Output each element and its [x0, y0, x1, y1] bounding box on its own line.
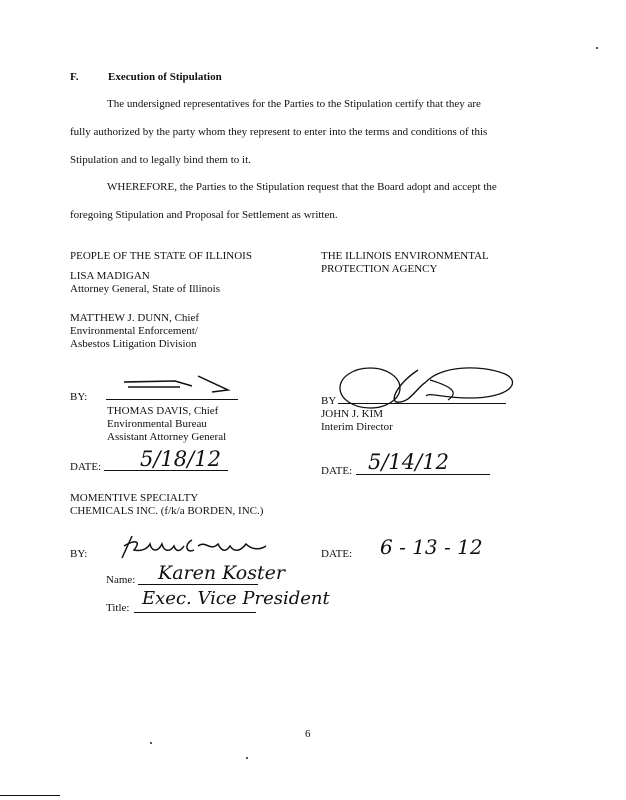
davis-name: THOMAS DAVIS, Chief	[107, 405, 219, 417]
left-date-label: DATE:	[70, 461, 102, 473]
right-party-heading-1: THE ILLINOIS ENVIRONMENTAL	[321, 250, 489, 262]
company-by-label: BY:	[70, 548, 88, 560]
right-by-label: BY	[321, 395, 337, 407]
kim-signature	[330, 362, 520, 412]
attorney-name: LISA MADIGAN	[70, 270, 150, 282]
left-signature-line	[106, 399, 238, 400]
wherefore-line-2: foregoing Stipulation and Proposal for Settlement as written.	[70, 209, 338, 221]
section-title: Execution of Stipulation	[108, 71, 222, 83]
scan-speck	[596, 47, 598, 49]
koster-signature	[114, 530, 274, 562]
right-party-heading-2: PROTECTION AGENCY	[321, 263, 438, 275]
company-name-line	[138, 584, 258, 585]
davis-bureau: Environmental Bureau	[107, 418, 207, 430]
company-name-value: Karen Koster	[158, 562, 285, 584]
section-letter: F.	[70, 71, 79, 83]
wherefore-line-1: WHEREFORE, the Parties to the Stipulation request that the Board adopt and accept the	[107, 181, 497, 193]
company-title-line	[134, 612, 256, 613]
footnote-rule	[0, 795, 60, 796]
left-party-heading: PEOPLE OF THE STATE OF ILLINOIS	[70, 250, 252, 262]
scan-speck	[150, 742, 152, 744]
chief-name: MATTHEW J. DUNN, Chief	[70, 312, 200, 324]
attorney-title: Attorney General, State of Illinois	[70, 283, 220, 295]
company-name-2: CHEMICALS INC. (f/k/a BORDEN, INC.)	[70, 505, 264, 517]
company-name-label: Name:	[106, 574, 136, 586]
left-by-label: BY:	[70, 391, 88, 403]
kim-name: JOHN J. KIM	[321, 408, 384, 420]
davis-title: Assistant Attorney General	[107, 431, 227, 443]
certify-line-3: Stipulation and to legally bind them to it.	[70, 154, 251, 166]
scan-speck	[246, 757, 248, 759]
page-number: 6	[305, 728, 311, 740]
right-date-line	[356, 474, 490, 475]
company-name-1: MOMENTIVE SPECIALTY	[70, 492, 199, 504]
company-date-label: DATE:	[321, 548, 353, 560]
right-signature-line	[338, 403, 506, 404]
chief-dept-2: Asbestos Litigation Division	[70, 338, 197, 350]
company-date-value: 6 - 13 - 12	[380, 535, 483, 559]
certify-line-2: fully authorized by the party whom they represent to enter into the terms and conditions of this	[70, 126, 488, 138]
company-title-value: Exec. Vice President	[142, 588, 330, 609]
right-date-label: DATE:	[321, 465, 353, 477]
company-title-label: Title:	[106, 602, 130, 614]
left-date-value: 5/18/12	[140, 447, 221, 471]
kim-title: Interim Director	[321, 421, 393, 433]
right-date-value: 5/14/12	[368, 450, 449, 474]
chief-dept-1: Environmental Enforcement/	[70, 325, 198, 337]
davis-signature	[120, 374, 240, 402]
certify-line-1: The undersigned representatives for the Parties to the Stipulation certify that they are	[107, 98, 481, 110]
